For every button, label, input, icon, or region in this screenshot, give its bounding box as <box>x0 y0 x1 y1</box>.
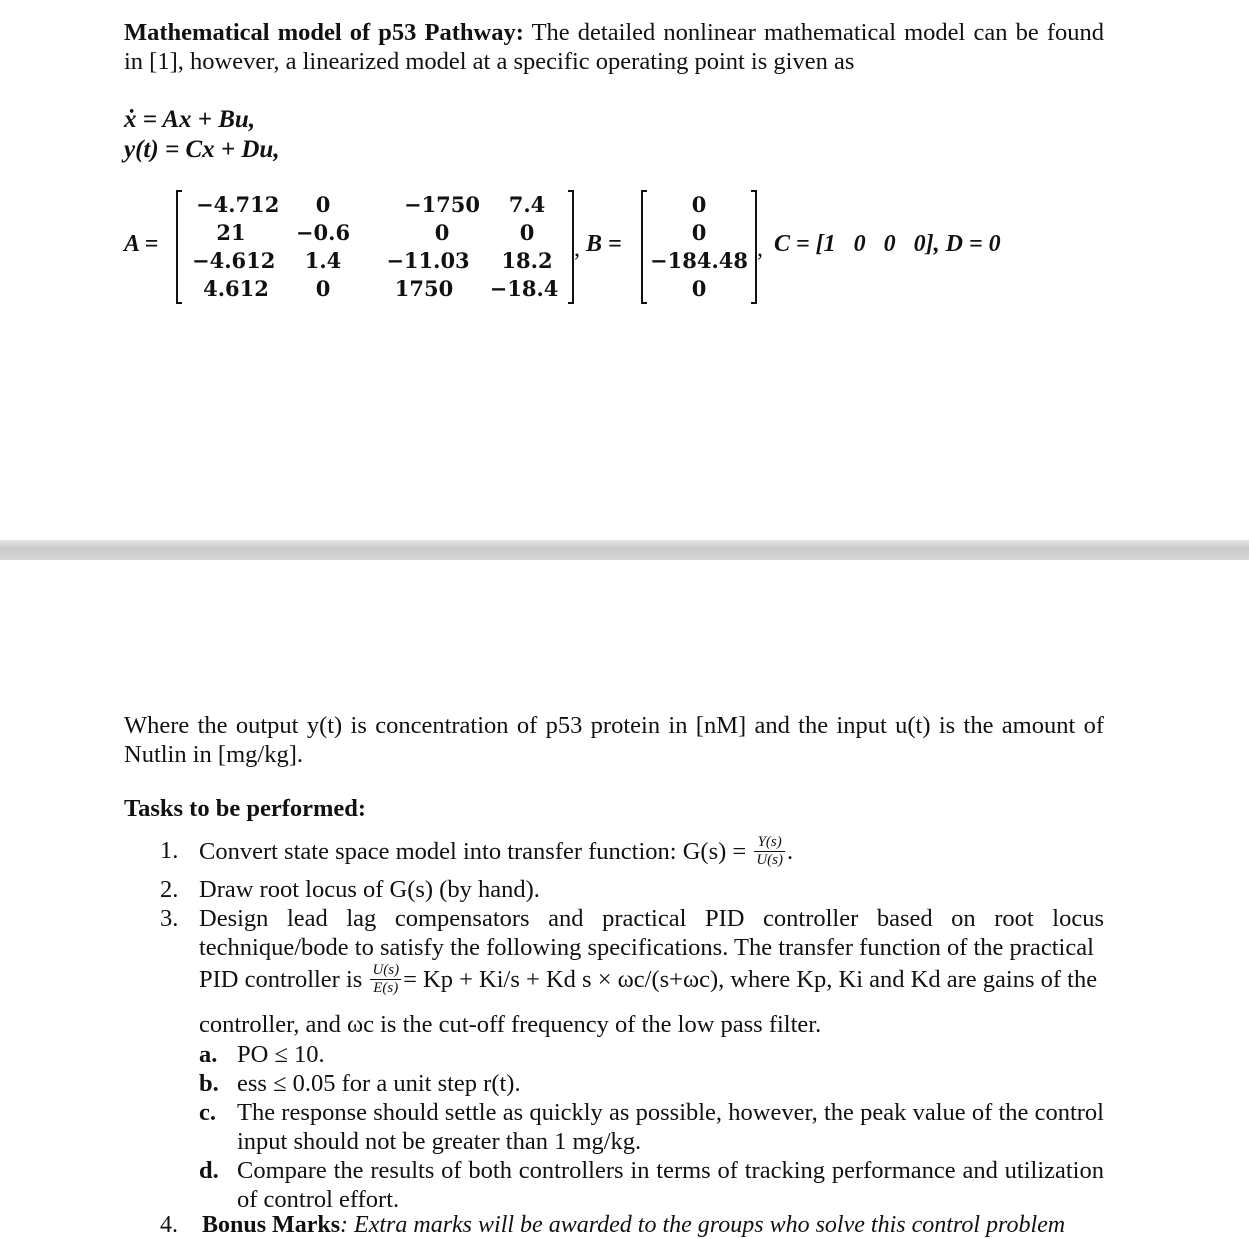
matrix-a-cell: −0.6 <box>295 220 351 245</box>
spec-item-b: b. ess ≤ 0.05 for a unit step r(t). <box>199 1070 521 1097</box>
intro-paragraph <box>124 19 1104 76</box>
pid-formula: = Kp + Ki/s + Kd s × ωc/(s+ωc), where Kp, Ki and Kd are gains of the <box>403 966 1098 994</box>
intro-heading: Mathematical model of p53 Pathway: <box>124 19 524 46</box>
matrix-a-label: A = <box>124 231 159 257</box>
matrix-c-d: C = [1 0 0 0], D = 0 <box>774 231 1001 257</box>
task-3-tail: controller, and ωc is the cut-off frequency of the low pass filter. <box>199 1011 822 1038</box>
matrix-b-cell: 0 <box>691 220 707 245</box>
matrix-a-cell: −11.03 <box>386 248 470 273</box>
task-item-2 <box>160 875 1104 905</box>
task-1-text: Convert state space model into transfer function: G(s) = <box>199 838 747 866</box>
matrix-b-cell: 0 <box>691 192 707 217</box>
task-3-text: Design lead lag compensators and practical PID controller based on root locus technique/bode to satisfy the following specifications. The transfer function of the practical <box>199 905 1104 961</box>
matrix-a-cell: 0 <box>315 192 331 217</box>
matrix-b-cell: −184.48 <box>650 248 748 273</box>
matrix-b-row <box>643 219 755 247</box>
matrix-a-cell: 18.2 <box>501 248 553 273</box>
spec-item-c: c. The response should settle as quickly as possible, however, the peak value of the control input should not be greater than 1 mg/kg. <box>199 1099 1104 1155</box>
spec-item-a: a. PO ≤ 10. <box>199 1041 325 1068</box>
matrix-b-row <box>643 275 755 303</box>
matrix-a-cell: 0 <box>315 276 331 301</box>
tasks-heading: Tasks to be performed: <box>124 795 367 822</box>
output-equation: y(t) = Cx + Du, <box>124 136 280 163</box>
document-page-1: Mathematical model of p53 Pathway: The detailed nonlinear mathematical model can be found in [1], however, a linearized model at a specific operating point is given as ẋ = Ax + Bu, y(t) = Cx + Du, A = −4.712 0 −1750 7.4 21 −0.6 0 0 −4.612 1.4 −11.03 18.2 4.612 0 1750 −18.4 , B = 0 0 −184.48 0 , C = [1 0 0 0], D = 0 <box>0 0 1249 540</box>
pid-prefix: PID controller is <box>199 966 363 994</box>
matrix-b-cell: 0 <box>691 276 707 301</box>
matrix-a-cell: 1.4 <box>304 248 342 273</box>
matrix-b-row <box>643 247 755 275</box>
matrix-a <box>176 191 574 303</box>
spec-item-d: d. Compare the results of both controllers in terms of tracking performance and utilization of control effort. <box>199 1157 1104 1213</box>
matrix-a-cell: −18.4 <box>489 276 559 301</box>
state-equation: ẋ = Ax + Bu, <box>124 106 256 133</box>
matrix-a-row <box>178 219 572 247</box>
matrix-a-cell: −4.712 <box>196 192 280 217</box>
matrix-b-row <box>643 191 755 219</box>
pid-formula-line <box>160 964 1104 1004</box>
matrix-a-cell: 1750 <box>394 276 454 301</box>
bonus-text: : Extra marks will be awarded to the groups who solve this control problem <box>340 1212 1066 1238</box>
bonus-label: Bonus Marks <box>202 1212 341 1238</box>
matrix-a-row <box>178 247 572 275</box>
intro-text: The detailed nonlinear mathematical model can be found in [1], however, a linearized model at a specific operating point is given as <box>124 19 1104 75</box>
task-item-1: 1. Convert state space model into transfer function: G(s) = $\frac{Y(s)}{U(s)}$ . <box>160 834 794 868</box>
transfer-function-fraction: $\frac{Y(s)}{U(s)}$ <box>756 834 784 868</box>
matrix-a-cell: 7.4 <box>508 192 546 217</box>
matrix-a-cell: −1750 <box>403 192 481 217</box>
matrix-a-cell: 21 <box>216 220 246 245</box>
matrix-a-row <box>178 275 572 303</box>
matrix-a-row <box>178 191 572 219</box>
output-description: Where the output y(t) is concentration of p53 protein in [nM] and the input u(t) is the amount of Nutlin in [mg/kg]. <box>124 712 1104 768</box>
pid-transfer-fraction: $\frac{U(s)}{E(s)}$ <box>372 962 400 996</box>
matrix-a-cell: 0 <box>519 220 535 245</box>
task-item-4 <box>160 1212 1065 1239</box>
task-number: 3. <box>160 905 179 932</box>
page-separator <box>0 540 1249 560</box>
matrix-b <box>641 191 757 303</box>
matrix-a-cell: −4.612 <box>192 248 276 273</box>
task-2-text: Draw root locus of G(s) (by hand). <box>199 876 540 903</box>
matrix-a-cell: 4.612 <box>203 276 269 301</box>
task-number: 4. <box>160 1212 178 1238</box>
matrix-b-label: B = <box>586 231 622 257</box>
task-number: 2. <box>160 876 179 903</box>
task-number: 1. <box>160 837 179 864</box>
matrix-a-cell: 0 <box>434 220 450 245</box>
